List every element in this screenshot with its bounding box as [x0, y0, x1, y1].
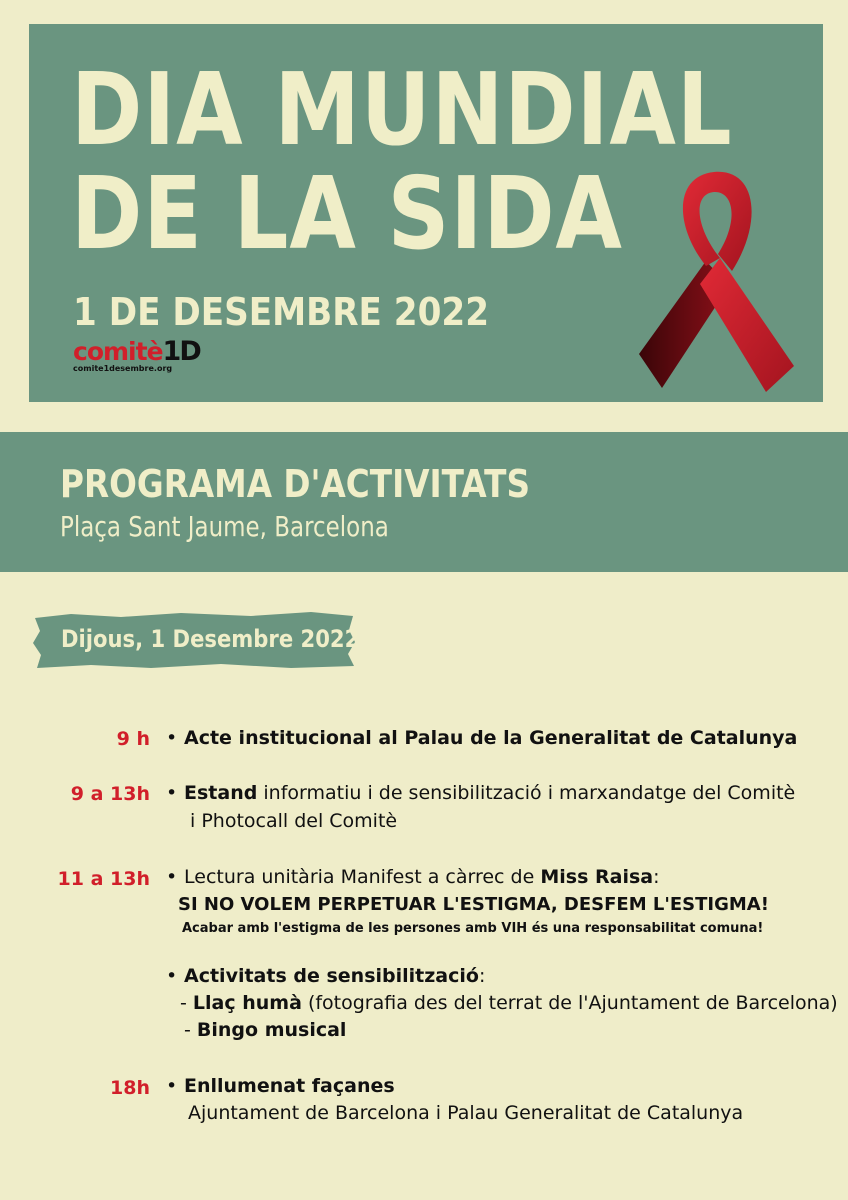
logo-mark: 1D: [162, 336, 200, 367]
manifest-slogan: SI NO VOLEM PERPETUAR L'ESTIGMA, DESFEM L'ESTIGMA!: [178, 894, 769, 915]
event-item: [166, 965, 485, 987]
logo-word: comitè: [73, 337, 163, 366]
event-line-2: i Photocall del Comitè: [190, 810, 398, 832]
event-time: 11 a 13h: [57, 868, 150, 890]
event-time: 18h: [110, 1077, 150, 1099]
event-text: Lectura unitària Manifest a càrrec de: [184, 866, 541, 888]
title-line-2: DE LA SIDA: [71, 155, 623, 272]
activity-text: (fotografia des del terrat de l'Ajuntament de Barcelona): [301, 992, 838, 1014]
bullet: •: [166, 727, 178, 749]
bullet: •: [166, 965, 178, 987]
event-title: Enllumenat façanes: [184, 1075, 395, 1097]
event-item: [166, 866, 660, 888]
program-place: Plaça Sant Jaume, Barcelona: [60, 510, 389, 543]
bullet: •: [166, 1075, 178, 1097]
comite-logo: [73, 336, 200, 373]
event-item: [166, 727, 797, 749]
title-line-1: DIA MUNDIAL: [71, 51, 733, 168]
event-time: 9 h: [116, 728, 150, 750]
event-item: [166, 1075, 395, 1097]
event-item: [166, 782, 795, 804]
activity-title: Bingo musical: [196, 1019, 347, 1041]
red-ribbon-icon: [634, 166, 794, 396]
program-band: [0, 432, 848, 572]
hero-panel: [29, 24, 823, 402]
logo-url: comite1desembre.org: [73, 364, 173, 373]
activity-title: Llaç humà: [192, 992, 302, 1014]
bullet: •: [166, 866, 178, 888]
day-label: Dijous, 1 Desembre 2022: [61, 625, 360, 653]
event-title: Miss Raisa: [540, 866, 654, 888]
hero-date: 1 DE DESEMBRE 2022: [73, 290, 489, 334]
event-title: Estand: [184, 782, 258, 804]
event-line-2: Ajuntament de Barcelona i Palau Generalitat de Catalunya: [188, 1102, 744, 1124]
activity-sub-item: - Llaç humà (fotografia des del terrat de l'Ajuntament de Barcelona): [180, 992, 838, 1014]
bullet: •: [166, 782, 178, 804]
day-banner: [31, 610, 360, 670]
event-time: 9 a 13h: [70, 783, 150, 805]
event-text: informatiu i de sensibilització i marxandatge del Comitè: [257, 782, 796, 804]
program-title: PROGRAMA D'ACTIVITATS: [60, 462, 531, 506]
event-suffix: :: [653, 866, 660, 888]
event-title: Acte institucional al Palau de la Generalitat de Catalunya: [184, 727, 798, 749]
event-suffix: :: [478, 965, 486, 987]
event-title: Activitats de sensibilització: [184, 965, 479, 987]
manifest-subtitle: Acabar amb l'estigma de les persones amb VIH és una responsabilitat comuna!: [182, 921, 764, 936]
activity-sub-item: - Bingo musical: [184, 1019, 347, 1041]
